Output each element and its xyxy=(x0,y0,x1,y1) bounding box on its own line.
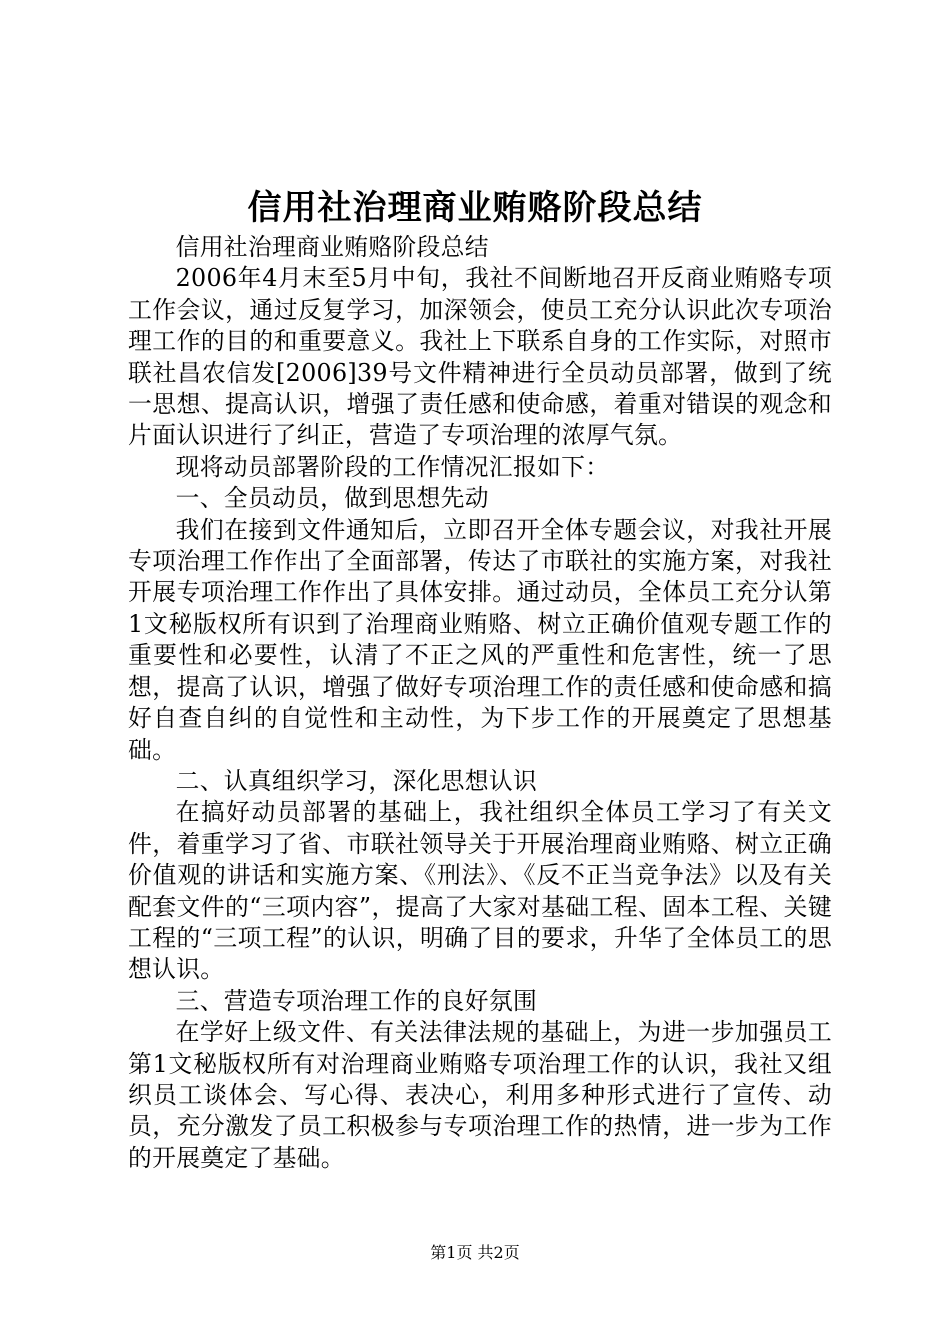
document-title: 信用社治理商业贿赂阶段总结 xyxy=(247,188,703,228)
section-heading-3: 三、营造专项治理工作的良好氛围 xyxy=(175,986,538,1015)
section-heading-2: 二、认真组织学习，深化思想认识 xyxy=(175,766,538,795)
paragraph-subtitle: 信用社治理商业贿赂阶段总结 xyxy=(175,233,489,261)
paragraph-section-2: 在搞好动员部署的基础上，我社组织全体员工学习了有关文件，着重学习了省、市联社领导关于开展治理商业贿赂、树立正确价值观的讲话和实施方案、《刑法》、《反不正当竞争法》以及有关配套文件的“三项内容”，提高了大家对基础工程、固本工程、关键工程的“三项工程”的认识，明确了目的要求，升华了全体员工的思想认识。 xyxy=(128,798,832,984)
paragraph-report-lead: 现将动员部署阶段的工作情况汇报如下： xyxy=(175,452,610,481)
page-footer xyxy=(0,1242,950,1264)
section-heading-1: 一、全员动员，做到思想先动 xyxy=(175,484,489,513)
document-body xyxy=(128,232,832,1174)
paragraph-intro: 2006年4月末至5月中旬，我社不间断地召开反商业贿赂专项工作会议，通过反复学习，加深领会，使员工充分认识此次专项治理工作的目的和重要意义。我社上下联系自身的工作实际，对照市联社昌农信发[2006]39号文件精神进行全员动员部署，做到了统一思想、提高认识，增强了责任感和使命感，着重对错误的观念和片面认识进行了纠正，营造了专项治理的浓厚气氛。 xyxy=(128,264,832,450)
paragraph-section-1: 我们在接到文件通知后，立即召开全体专题会议，对我社开展专项治理工作作出了全面部署，传达了市联社的实施方案，对我社开展专项治理工作作出了具体安排。通过动员，全体员工充分认第1文秘版权所有识到了治理商业贿赂、树立正确价值观专题工作的重要性和必要性，认清了不正之风的严重性和危害性，统一了思想，提高了认识，增强了做好专项治理工作的责任感和使命感和搞好自查自纠的自觉性和主动性，为下步工作的开展奠定了思想基础。 xyxy=(128,515,832,764)
page-indicator: 第1页 共2页 xyxy=(430,1243,520,1262)
paragraph-section-3: 在学好上级文件、有关法律法规的基础上，为进一步加强员工第1文秘版权所有对治理商业贿赂专项治理工作的认识，我社又组织员工谈体会、写心得、表决心，利用多种形式进行了宣传、动员，充分激发了员工积极参与专项治理工作的热情，进一步为工作的开展奠定了基础。 xyxy=(128,1018,832,1172)
